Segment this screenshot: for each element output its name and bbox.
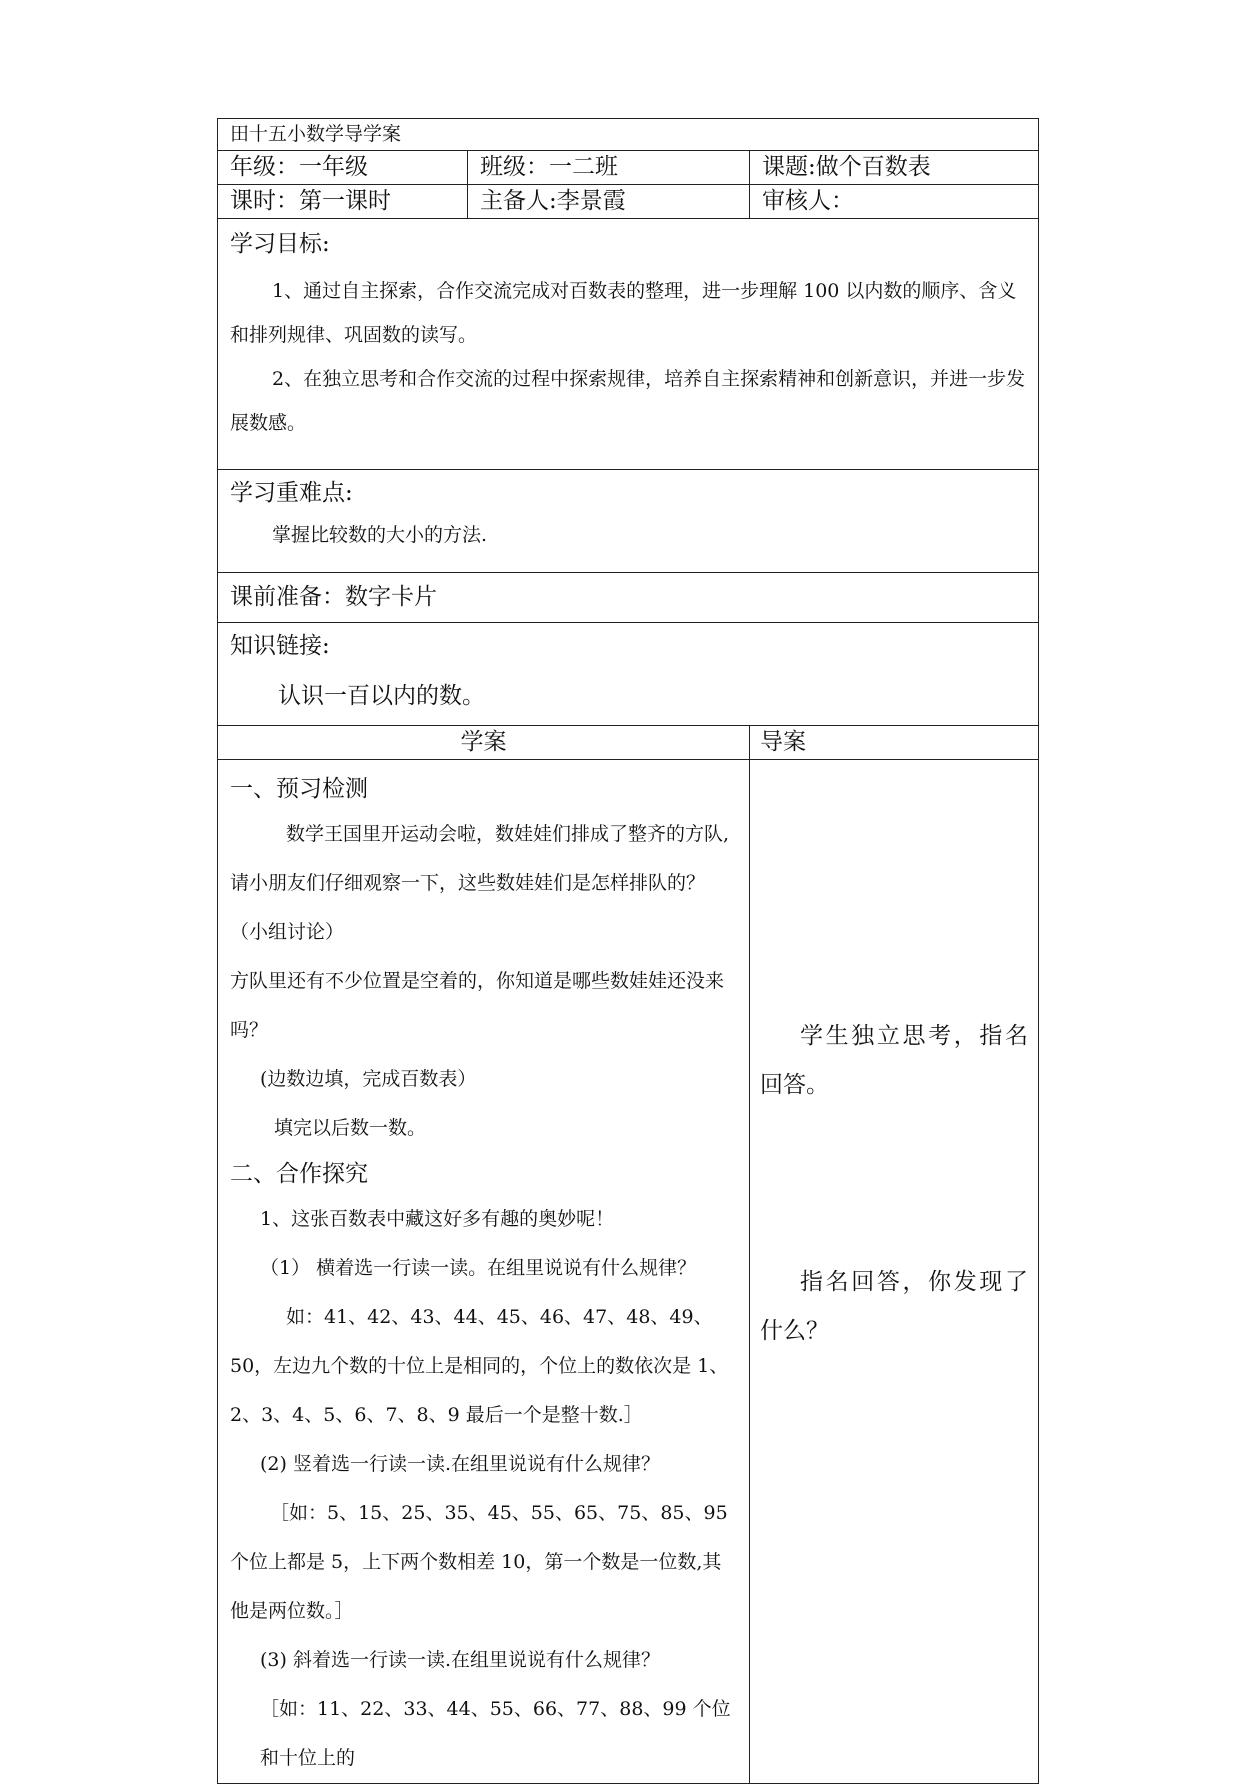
knowledge-heading: 知识链接: — [230, 633, 330, 659]
preparer-cell: 主备人:李景霞 — [468, 185, 750, 219]
keypoints-cell — [218, 470, 1039, 573]
question-3: (3) 斜着选一行读一读.在组里说说有什么规律？ — [260, 1649, 660, 1671]
answer-3: ［如：11、22、33、44、55、66、77、88、99 个位和十位上的 — [260, 1698, 731, 1769]
goal-item-2: 2、在独立思考和合作交流的过程中探索规律，培养自主探索精神和创新意识，并进一步发展数感。 — [230, 368, 1026, 434]
knowledge-text: 认识一百以内的数。 — [278, 683, 485, 709]
knowledge-row — [218, 623, 1039, 726]
guide-column-header: 导案 — [750, 726, 1039, 760]
preparation-row — [218, 573, 1039, 623]
question-1: （1） 横着选一行读一读。在组里说说有什么规律？ — [260, 1257, 697, 1279]
period-cell: 课时：第一课时 — [218, 185, 468, 219]
section-preview-heading: 一、预习检测 — [230, 776, 368, 802]
preview-paragraph-3: (边数边填，完成百数表） — [260, 1068, 477, 1090]
reviewer-cell: 审核人： — [750, 185, 1039, 219]
preparation-cell: 课前准备：数字卡片 — [218, 573, 1039, 623]
answer-2: ［如：5、15、25、35、45、55、65、75、85、95 个位上都是 5，上下两个数相差 10，第一个数是一位数,其他是两位数。］ — [230, 1502, 728, 1622]
goals-cell — [218, 219, 1039, 470]
meta-row-2 — [218, 185, 1039, 219]
preview-paragraph-4: 填完以后数一数。 — [274, 1117, 427, 1139]
lesson-plan-document — [217, 118, 1038, 1784]
topic-cell: 课题:做个百数表 — [750, 151, 1039, 185]
meta-row-1 — [218, 151, 1039, 185]
main-content-row — [218, 760, 1039, 1784]
goal-item-1: 1、通过自主探索，合作交流完成对百数表的整理，进一步理解 100 以内数的顺序、含义和排列规律、巩固数的读写。 — [230, 280, 1017, 346]
keypoints-heading: 学习重难点: — [230, 480, 353, 506]
section-explore-heading: 二、合作探究 — [230, 1161, 368, 1187]
question-2: (2) 竖着选一行读一读.在组里说说有什么规律？ — [260, 1453, 660, 1475]
learn-content-cell — [218, 760, 750, 1784]
keypoints-row — [218, 470, 1039, 573]
preview-paragraph-1: 数学王国里开运动会啦，数娃娃们排成了整齐的方队,请小朋友们仔细观察一下，这些数娃娃们是怎样排队的？（小组讨论） — [230, 823, 730, 943]
class-cell: 班级：一二班 — [468, 151, 750, 185]
lesson-plan-table — [217, 118, 1039, 1784]
learn-column-header: 学案 — [218, 726, 750, 760]
column-header-row — [218, 726, 1039, 760]
grade-cell: 年级：一年级 — [218, 151, 468, 185]
goals-row — [218, 219, 1039, 470]
guide-note-2: 指名回答，你发现了什么？ — [760, 1269, 1029, 1344]
answer-1: 如：41、42、43、44、45、46、47、48、49、50，左边九个数的十位上是相同的，个位上的数依次是 1、2、3、4、5、6、7、8、9 最后一个是整十数.］ — [230, 1306, 729, 1426]
keypoints-text: 掌握比较数的大小的方法. — [272, 524, 488, 546]
guide-content-cell — [750, 760, 1039, 1784]
preview-paragraph-2: 方队里还有不少位置是空着的，你知道是哪些数娃娃还没来吗？ — [230, 970, 725, 1041]
guide-note-1: 学生独立思考，指名回答。 — [760, 1023, 1029, 1098]
explore-intro: 1、这张百数表中藏这好多有趣的奥妙呢！ — [260, 1208, 615, 1230]
title-row — [218, 119, 1039, 151]
document-title: 田十五小数学导学案 — [218, 119, 1039, 151]
knowledge-cell — [218, 623, 1039, 726]
goals-heading: 学习目标: — [230, 231, 330, 257]
